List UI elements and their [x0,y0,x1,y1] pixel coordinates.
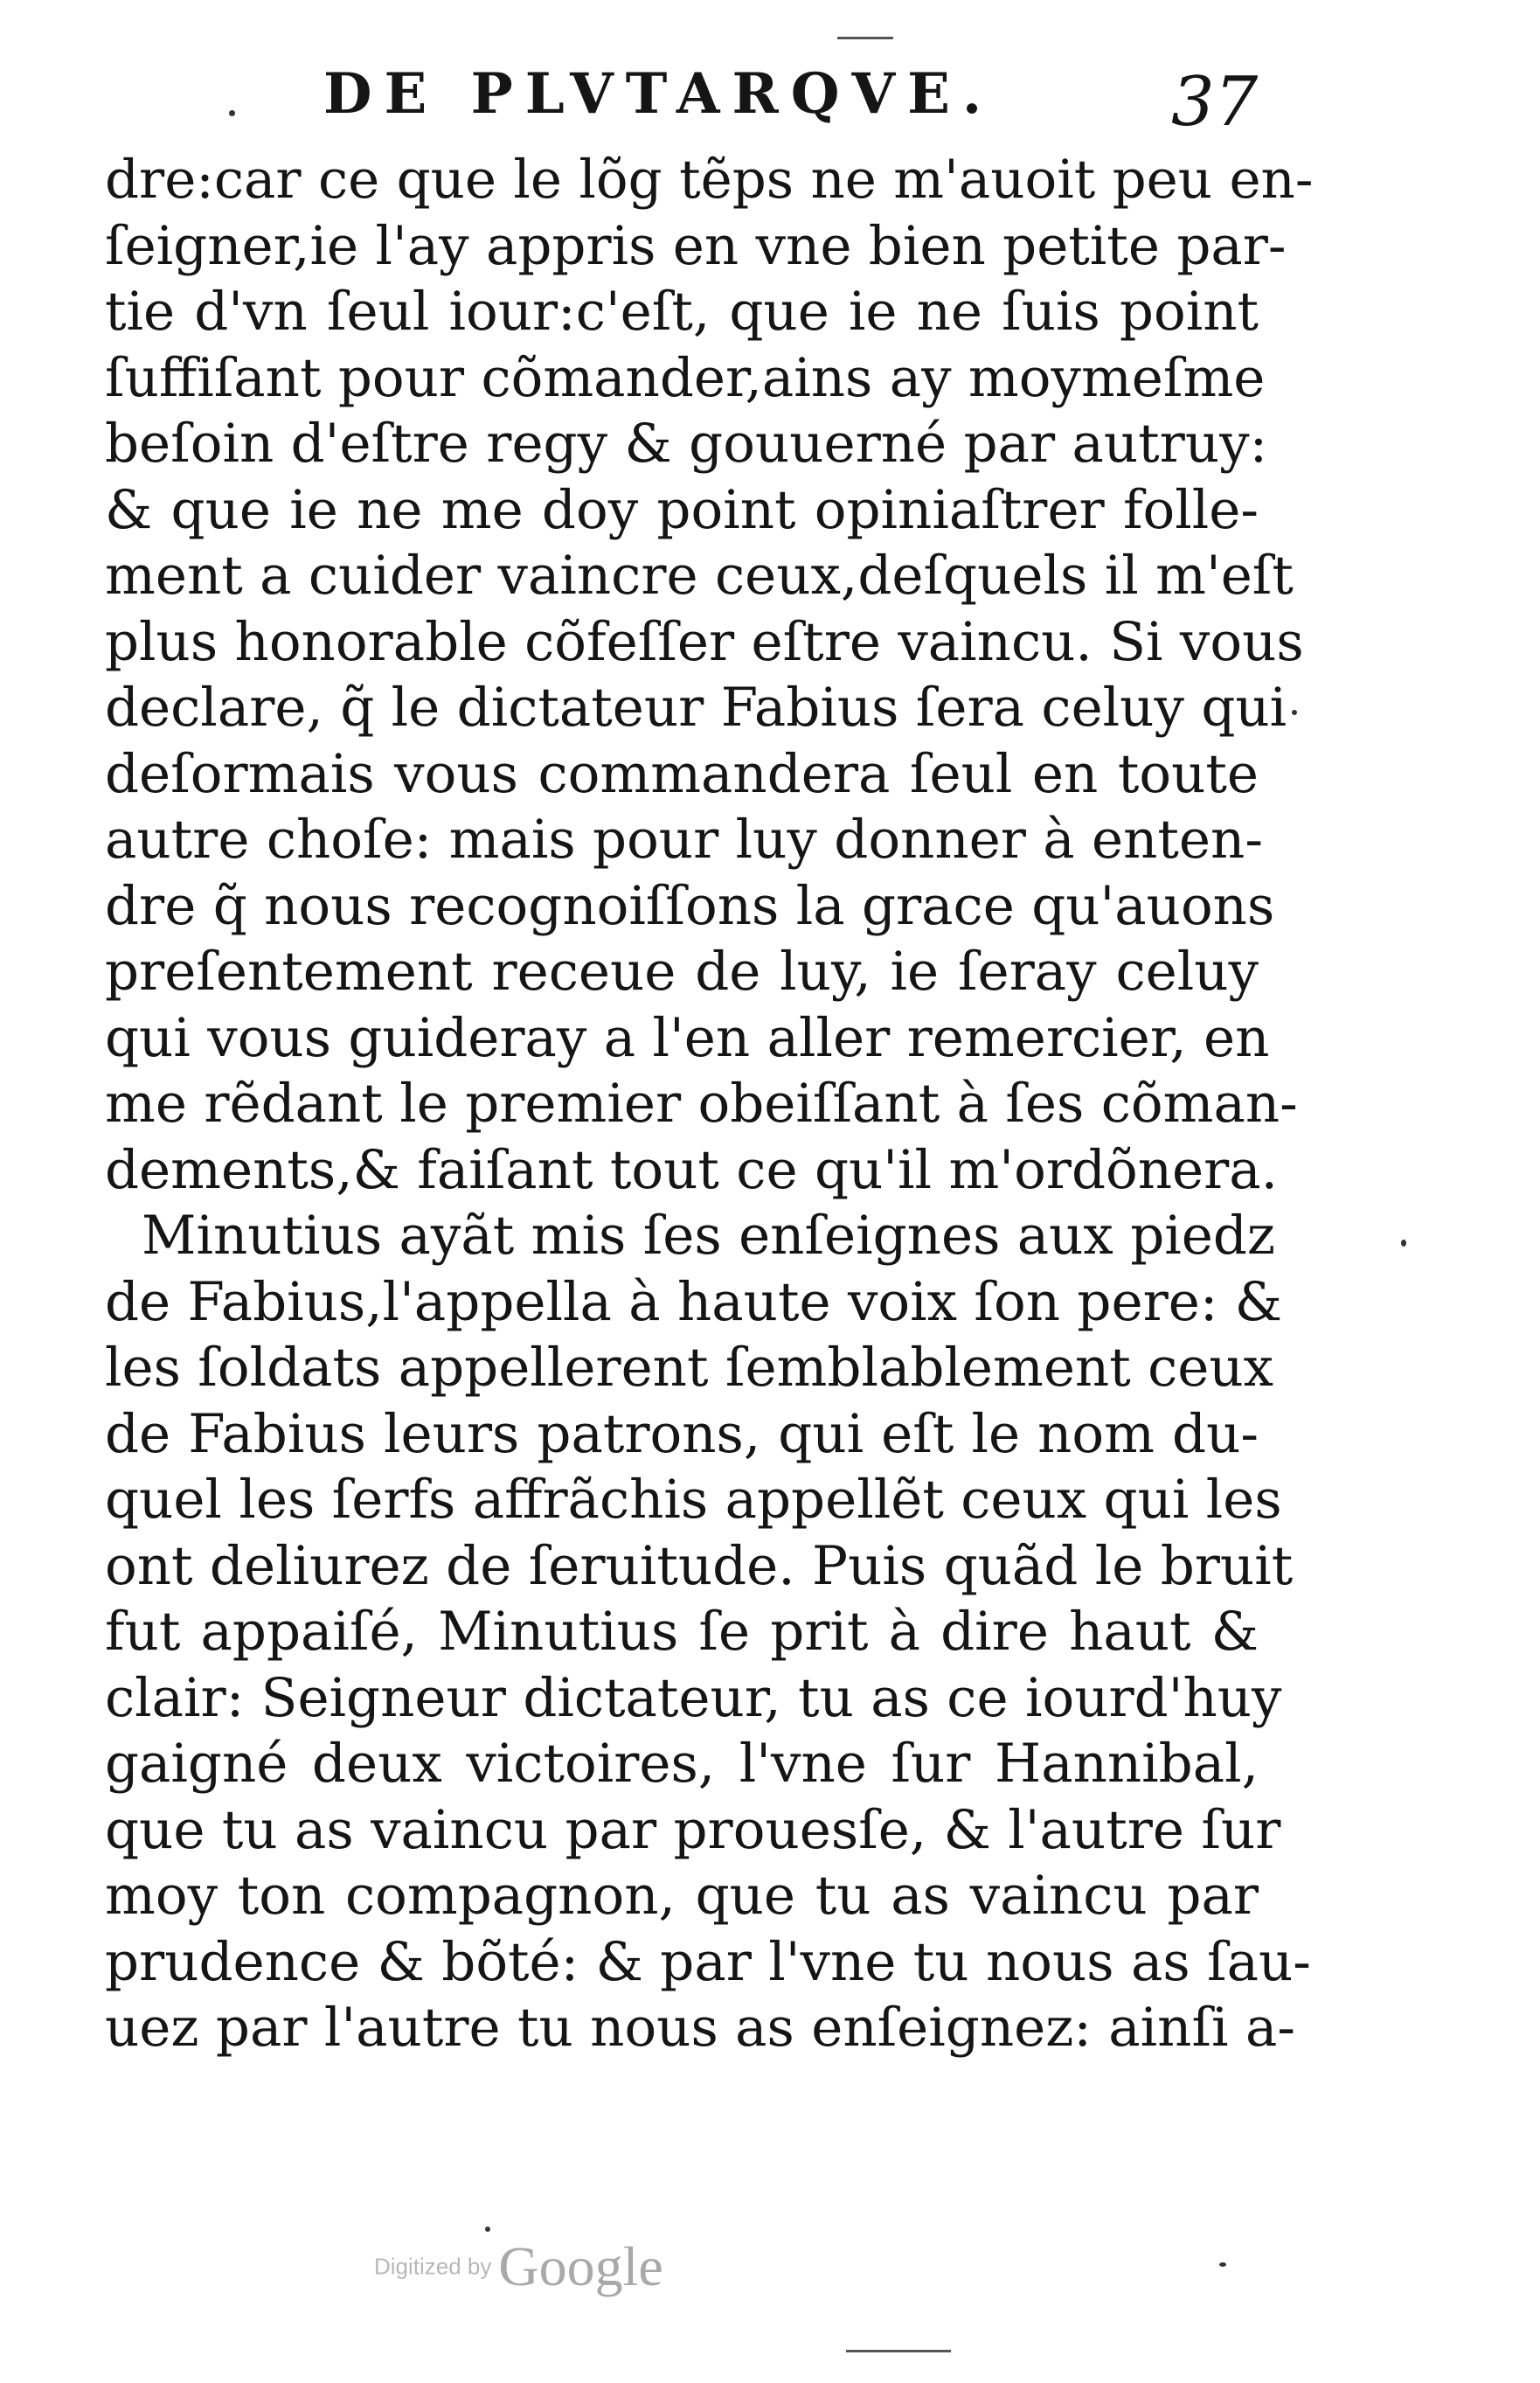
text-line: de Fabius leurs patrons, qui eſt le nom du- [105,1402,1259,1465]
text-line: que tu as vaincu par prouesſe, & l'autre ſur [105,1798,1281,1861]
text-line: clair: Seigneur dictateur, tu as ce iourd'huy [105,1666,1282,1729]
google-logo: Google [498,2235,663,2297]
text-line: plus honorable cõfeſſer eſtre vaincu. Si vous [105,610,1304,673]
scan-speck [1219,2262,1226,2267]
text-line: prudence & bõté: & par l'vne tu nous as ſau- [105,1930,1311,1993]
text-line: ont deliurez de ſeruitude. Puis quãd le bruit [105,1534,1294,1597]
scan-speck [1292,710,1297,715]
text-line: autre choſe: mais pour luy donner à enten- [105,809,1263,871]
digitized-by-label: Digitized by [374,2253,492,2280]
text-line: ment a cuider vaincre ceux,deſquels il m'eſt [105,545,1294,607]
text-line: & que ie ne me doy point opiniaſtrer folle- [105,478,1259,541]
text-line: moy ton compagnon, que tu as vaincu par [105,1865,1259,1927]
text-line: tie d'vn ſeul iour:c'eſt, que ie ne ſuis point [105,281,1259,343]
digitized-watermark [374,2234,663,2299]
body-text [105,147,1314,2061]
paragraph-start-line: Minutius ayãt mis ſes enſeignes aux piedz [142,1205,1276,1267]
page-number: 37 [1171,63,1259,142]
running-title: DE PLVTARQVE. [323,61,995,127]
scan-speck [229,110,235,116]
text-line: dre:car ce que le lõg tẽps ne m'auoit peu en- [105,149,1314,211]
paragraph-end-line: dements,& faiſant tout ce qu'il m'ordõnera. [105,1138,1279,1201]
text-line: dre q̃ nous recognoiſſons la grace qu'auons [105,874,1275,937]
top-scan-mark [837,37,893,39]
text-line: les ſoldats appellerent ſemblablement ceux [105,1337,1274,1399]
text-line: deſormais vous commandera ſeul en toute [105,742,1259,805]
text-line: ſuffiſant pour cõmander,ains ay moymeſme [105,346,1266,409]
text-line: quel les ſerfs affrãchis appellẽt ceux qui les [105,1469,1282,1531]
text-line: de Fabius,l'appella à haute voix ſon pere: & [105,1270,1283,1333]
text-line: qui vous guideray a l'en aller remercier, en [105,1006,1270,1069]
text-line: fut appaiſé, Minutius ſe prit à dire haut & [105,1601,1259,1663]
text-line: ſeigner,ie l'ay appris en vne bien petite par- [105,214,1287,277]
text-line: me rẽdant le premier obeiſſant à ſes cõman- [105,1073,1298,1135]
text-line: gaigné deux victoires, l'vne ſur Hannibal, [105,1733,1259,1795]
text-line: uez par l'autre tu nous as enſeignez: ainſi a- [105,1997,1295,2059]
scan-speck [485,2227,490,2232]
text-line: preſentement receue de luy, ie ſeray celuy [105,941,1259,1003]
scan-speck [1401,1240,1406,1247]
bottom-scan-mark [846,2350,951,2352]
text-line: beſoin d'eſtre regy & gouuerné par autruy: [105,413,1268,475]
text-line: declare, q̃ le dictateur Fabius ſera celuy qui [105,677,1287,739]
